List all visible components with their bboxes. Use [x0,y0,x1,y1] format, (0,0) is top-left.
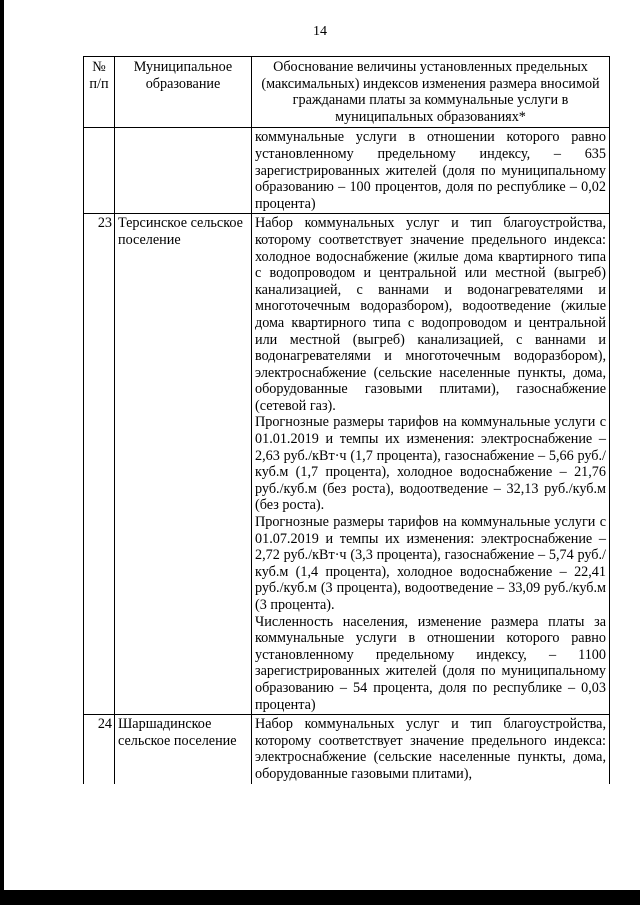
header-municipality: Муниципальное образование [115,57,252,128]
row23-tariffs-jul-paragraph: Прогнозные размеры тарифов на коммунальные услуги с 01.07.2019 и темпы их изменения: электроснабжение – 2,72 руб./кВт·ч (3,3 процента), газоснабжение – 5,74 руб./куб.м (1,4 процента), холодное водоснабжение – 22,41 руб./куб.м (3 процента), водоотведение – 33,09 руб./куб.м (3 процента). [255,514,606,613]
row23-services-paragraph: Набор коммунальных услуг и тип благоустройства, которому соответствует значение предельного индекса: холодное водоснабжение (жилые дома квартирного типа с водопроводом и центральной или местной (выгреб) канализацией, с ваннами и водонагревателями и многоточечным водоразбором), водоотведение (жилые дома квартирного типа с водопроводом и центральной или местной (выгреб) канализацией, с ваннами и водонагревателями и многоточечным водоразбором), электроснабжение (сельские населенные пункты, дома, оборудованные газовыми плитами), газоснабжение (сетевой газ). [255,215,606,414]
row23-municipality: Терсинское сельское поселение [115,214,252,715]
table-row-23 [84,214,610,715]
row23-justification [252,214,610,715]
row24-services-paragraph: Набор коммунальных услуг и тип благоустройства, которому соответствует значение предельного индекса: электроснабжение (сельские населенные пункты, дома, оборудованные газовыми плитами), [255,716,606,782]
header-justification: Обоснование величины установленных предельных (максимальных) индексов изменения размера вносимой гражданами платы за коммунальные услуги в муниципальных образованиях* [252,57,610,128]
scan-bottom-edge [0,890,640,905]
header-num: № п/п [84,57,115,128]
table-row-24 [84,715,610,784]
tariff-justification-table [83,56,610,784]
row23-num: 23 [84,214,115,715]
row24-justification [252,715,610,784]
scan-left-edge [0,0,4,905]
row24-municipality: Шаршадинское сельское поселение [115,715,252,784]
continuation-text: коммунальные услуги в отношении которого равно установленному предельному индексу, – 635 зарегистрированных жителей (доля по муниципальному образованию – 100 процентов, доля по республике – 0,02 процента) [252,128,610,214]
continuation-num-cell [84,128,115,214]
table-row-continuation [84,128,610,214]
row23-population-paragraph: Численность населения, изменение размера платы за коммунальные услуги в отношении которого равно установленному предельному индексу, – 1100 зарегистрированных жителей (доля по муниципальному образованию – 54 процента, доля по республике – 0,03 процента) [255,613,606,713]
row24-num: 24 [84,715,115,784]
table-header-row [84,57,610,128]
page-number: 14 [313,24,327,39]
continuation-municipality-cell [115,128,252,214]
row23-tariffs-jan-paragraph: Прогнозные размеры тарифов на коммунальные услуги с 01.01.2019 и темпы их изменения: электроснабжение – 2,63 руб./кВт·ч (1,7 процента), газоснабжение – 5,66 руб./куб.м (1,7 процента), холодное водоснабжение – 21,76 руб./куб.м (без роста), водоотведение – 32,13 руб./куб.м (без роста). [255,414,606,514]
